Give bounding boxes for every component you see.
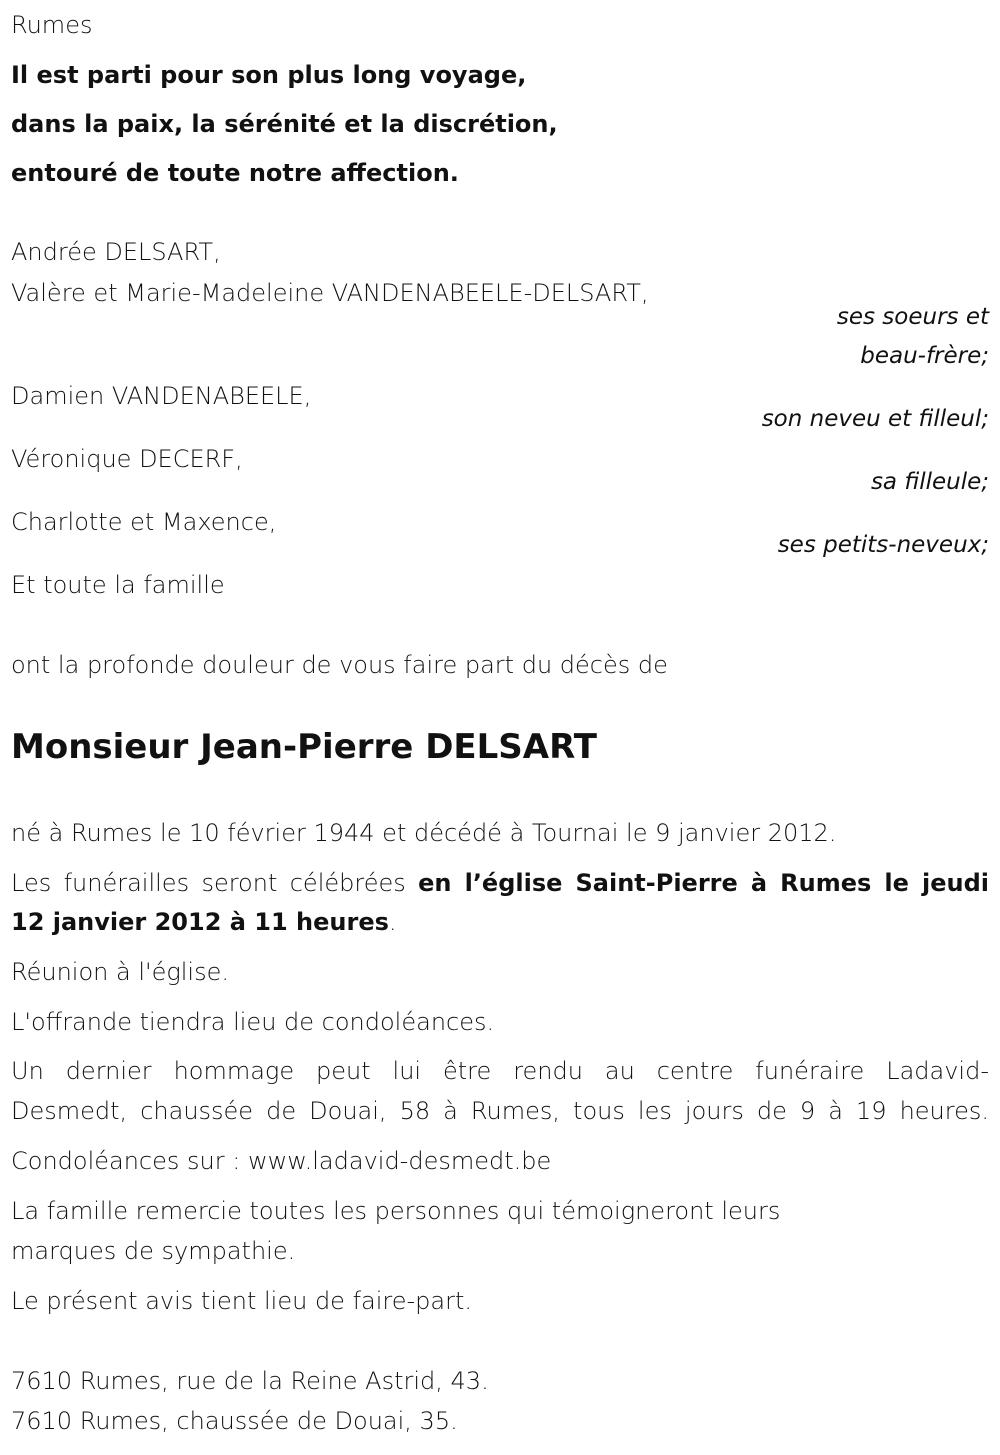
family-damien: Damien VANDENABEELE, <box>11 382 312 410</box>
thanks-line-1: La famille remercie toutes les personnes qui témoigneront leurs <box>11 1197 781 1225</box>
relation-goddaughter: sa filleule; <box>870 469 989 495</box>
condolences: Condoléances sur : www.ladavid-desmedt.be <box>11 1147 552 1175</box>
deceased-name: Monsieur Jean-Pierre DELSART <box>11 727 597 767</box>
offering: L'offrande tiendra lieu de condoléances. <box>11 1008 495 1036</box>
family-valere: Valère et Marie-Madeleine VANDENABEELE-DELSART, <box>11 279 649 307</box>
funeral-intro: Les funérailles seront célébrées <box>11 869 419 897</box>
relation-grandnephews: ses petits-neveux; <box>777 532 989 558</box>
meeting: Réunion à l'église. <box>11 958 229 986</box>
address-2: 7610 Rumes, chaussée de Douai, 35. <box>11 1407 458 1435</box>
funeral-line-1 <box>11 864 989 902</box>
family-charlotte: Charlotte et Maxence, <box>11 508 277 536</box>
funeral-end: . <box>388 908 397 936</box>
faire-part-note: Le présent avis tient lieu de faire-part. <box>11 1287 473 1315</box>
poem-line-1: Il est parti pour son plus long voyage, <box>11 61 527 89</box>
relation-nephew: son neveu et filleul; <box>761 406 989 432</box>
homage-line-2: Desmedt, chaussée de Douai, 58 à Rumes, tous les jours de 9 à 19 heures. <box>11 1097 989 1125</box>
birth-death: né à Rumes le 10 février 1944 et décédé à Tournai le 9 janvier 2012. <box>11 819 837 847</box>
poem-line-2: dans la paix, la sérénité et la discrétion, <box>11 110 558 138</box>
family-all: Et toute la famille <box>11 571 225 599</box>
family-veronique: Véronique DECERF, <box>11 445 243 473</box>
thanks-line-2: marques de sympathie. <box>11 1237 296 1265</box>
funeral-line-2 <box>11 907 397 937</box>
announcement: ont la profonde douleur de vous faire part du décès de <box>11 651 668 679</box>
relation-sisters-2: beau-frère; <box>860 343 989 369</box>
poem-line-3: entouré de toute notre affection. <box>11 159 459 187</box>
address-1: 7610 Rumes, rue de la Reine Astrid, 43. <box>11 1367 489 1395</box>
homage-line-1: Un dernier hommage peut lui être rendu au centre funéraire Ladavid- <box>11 1057 989 1085</box>
town: Rumes <box>11 11 93 39</box>
relation-sisters-1: ses soeurs et <box>836 304 989 330</box>
funeral-place: en l’église Saint-Pierre à Rumes le jeudi <box>418 869 990 897</box>
family-andree: Andrée DELSART, <box>11 238 221 266</box>
funeral-date: 12 janvier 2012 à 11 heures <box>11 908 389 936</box>
